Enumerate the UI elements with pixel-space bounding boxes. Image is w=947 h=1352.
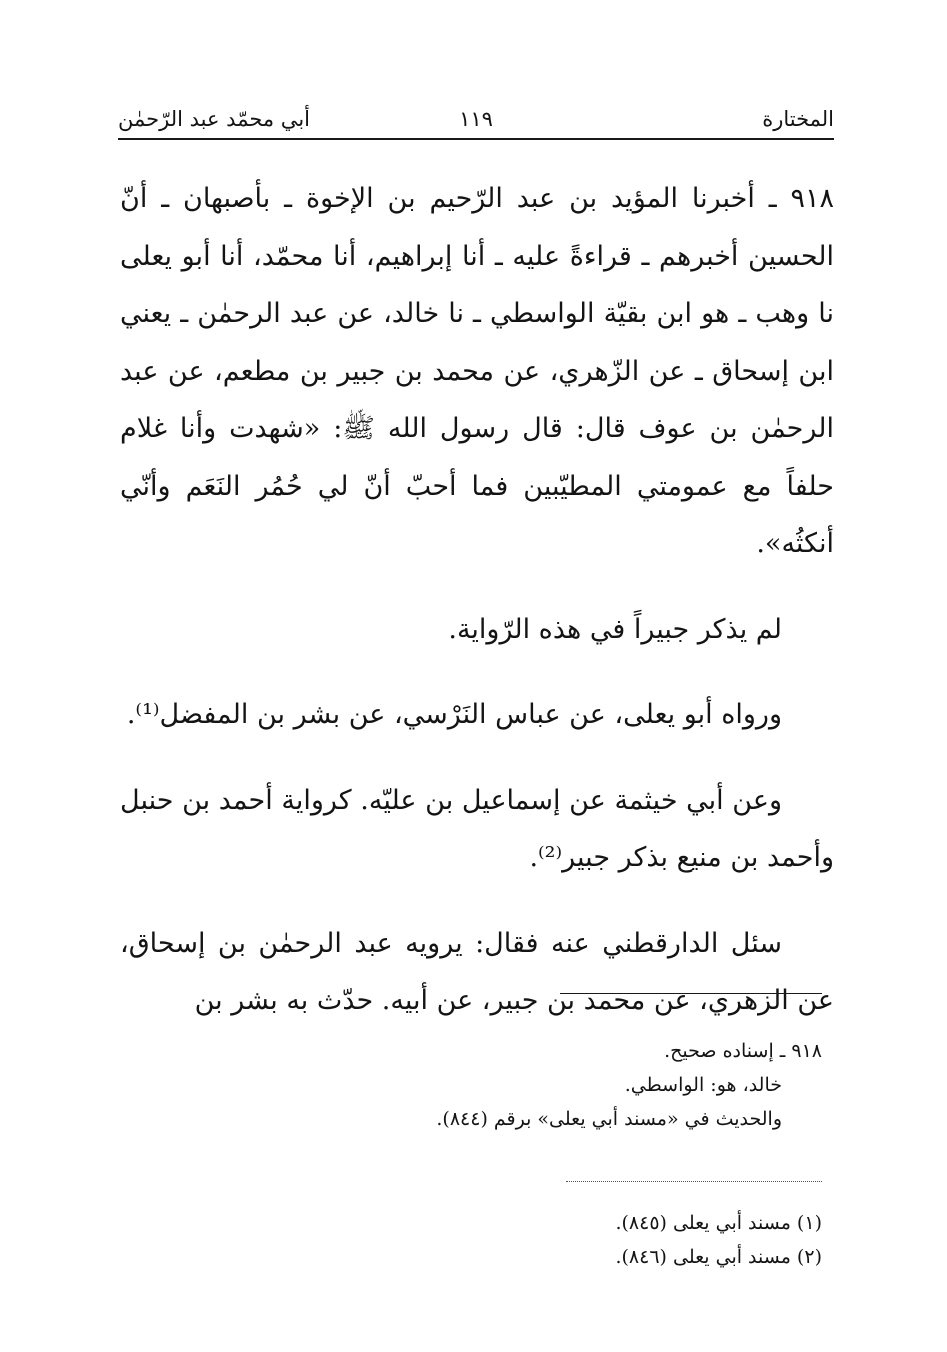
comment-paragraph-4: سئل الدارقطني عنه فقال: يرويه عبد الرحمٰن بن إسحاق، عن الزهري، عن محمد بن جبير، عن أبيه. حدّث به بشر بن [120, 927, 834, 1016]
footnote-2: (٢) مسند أبي يعلى (٨٤٦). [615, 1246, 822, 1268]
footnote-divider [560, 993, 822, 994]
running-header [118, 100, 834, 136]
book-title: المختارة [762, 107, 834, 131]
footnote-line: والحديث في «مسند أبي يعلى» برقم (٨٤٤). [436, 1108, 782, 1130]
footnote-line: ٩١٨ ـ إسناده صحيح. [664, 1040, 822, 1062]
footnote-1: (١) مسند أبي يعلى (٨٤٥). [615, 1212, 822, 1234]
comment-paragraph-2: ورواه أبو يعلى، عن عباس النَرْسي، عن بشر بن المفضل⁽¹⁾. [126, 699, 782, 730]
comment-paragraph-3: وعن أبي خيثمة عن إسماعيل بن عليّه. كرواية أحمد بن حنبل وأحمد بن منيع بذكر جبير⁽²⁾. [120, 784, 834, 873]
numbered-footnotes [300, 1206, 822, 1274]
header-divider [118, 138, 834, 140]
footnote-dotted-divider [566, 1181, 822, 1182]
hadith-918-paragraph: ٩١٨ ـ أخبرنا المؤيد بن عبد الرّحيم بن الإخوة ـ بأصبهان ـ أنّ الحسين أخبرهم ـ قراءةً عليه ـ أنا إبراهيم، أنا محمّد، أنا أبو يعلى نا وهب ـ هو ابن بقيّة الواسطي ـ نا خالد، عن عبد الرحمٰن ـ يعني ابن إسحاق ـ عن الزّهري، عن محمد بن جبير بن مطعم، عن عبد الرحمٰن بن عوف قال: قال رسول الله ﷺ: «شهدت وأنا غلام حلفاً مع عمومتي المطيّبين فما أحبّ أنّ لي حُمُر النَعَم وأنّي أنكثُه». [120, 183, 834, 559]
page-number: ١١٩ [459, 107, 493, 131]
footnote-line: خالد، هو: الواسطي. [624, 1074, 782, 1096]
main-text [120, 170, 834, 1030]
main-footnotes [300, 1034, 822, 1136]
comment-paragraph-1: لم يذكر جبيراً في هذه الرّواية. [448, 613, 782, 645]
author-name: أبي محمّد عبد الرّحمٰن [118, 107, 310, 131]
